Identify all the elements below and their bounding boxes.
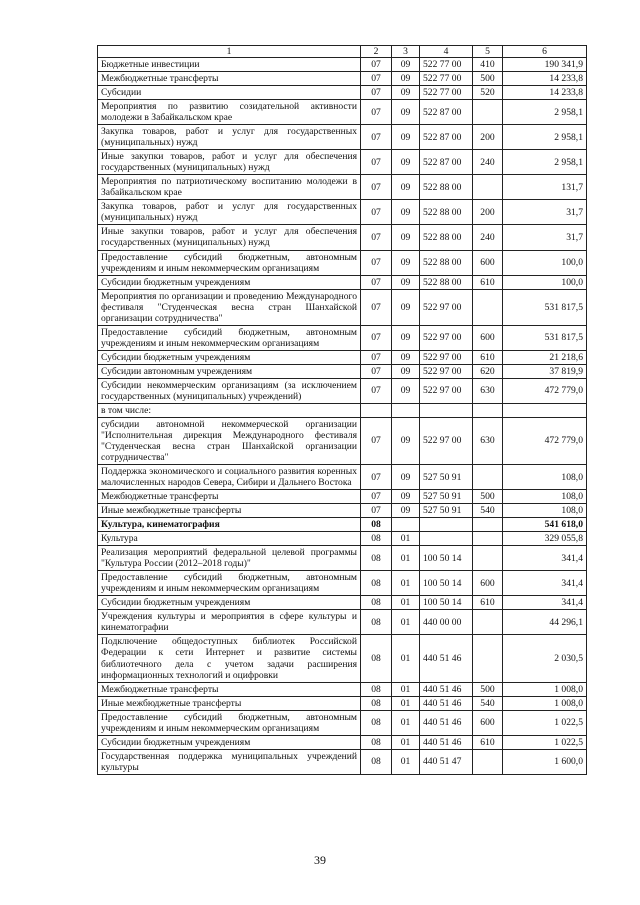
row-expense-type	[473, 289, 503, 325]
table-row	[98, 350, 587, 364]
row-target-code: 522 97 00	[420, 350, 473, 364]
row-subsection: 09	[392, 200, 420, 225]
row-amount: 14 233,8	[503, 72, 587, 86]
row-subsection: 09	[392, 417, 420, 464]
row-amount: 100,0	[503, 250, 587, 275]
table-row	[98, 289, 587, 325]
row-amount: 2 030,5	[503, 635, 587, 682]
row-expense-type	[473, 175, 503, 200]
row-subsection: 01	[392, 571, 420, 596]
row-subsection: 01	[392, 696, 420, 710]
row-name: Культура, кинематография	[98, 518, 361, 532]
table-row	[98, 532, 587, 546]
row-target-code: 522 88 00	[420, 225, 473, 250]
row-amount: 31,7	[503, 200, 587, 225]
header-cell: 3	[392, 46, 420, 58]
row-expense-type: 600	[473, 250, 503, 275]
row-subsection: 09	[392, 86, 420, 100]
row-target-code: 440 51 47	[420, 749, 473, 774]
table-row	[98, 125, 587, 150]
row-expense-type	[473, 532, 503, 546]
row-name: Предоставление субсидий бюджетным, автономным учреждениям и иным некоммерческим организациям	[98, 710, 361, 735]
row-amount: 44 296,1	[503, 610, 587, 635]
row-amount: 31,7	[503, 225, 587, 250]
row-amount: 190 341,9	[503, 58, 587, 72]
row-subsection: 09	[392, 100, 420, 125]
row-expense-type	[473, 749, 503, 774]
row-target-code: 522 87 00	[420, 150, 473, 175]
row-expense-type: 500	[473, 72, 503, 86]
table-row	[98, 504, 587, 518]
row-expense-type: 600	[473, 710, 503, 735]
row-section: 07	[361, 465, 392, 490]
row-expense-type	[473, 546, 503, 571]
row-target-code: 440 51 46	[420, 696, 473, 710]
row-section: 08	[361, 696, 392, 710]
table-row	[98, 571, 587, 596]
row-target-code: 522 88 00	[420, 250, 473, 275]
row-target-code: 100 50 14	[420, 596, 473, 610]
header-cell: 5	[473, 46, 503, 58]
row-amount: 531 817,5	[503, 289, 587, 325]
row-section: 07	[361, 86, 392, 100]
row-target-code	[420, 532, 473, 546]
row-section: 07	[361, 275, 392, 289]
row-amount: 531 817,5	[503, 325, 587, 350]
row-expense-type: 240	[473, 225, 503, 250]
row-amount: 329 055,8	[503, 532, 587, 546]
table-row	[98, 275, 587, 289]
table-row	[98, 364, 587, 378]
row-target-code: 440 51 46	[420, 735, 473, 749]
table-row	[98, 250, 587, 275]
table-row	[98, 682, 587, 696]
row-target-code: 522 77 00	[420, 58, 473, 72]
row-section: 08	[361, 518, 392, 532]
row-expense-type: 520	[473, 86, 503, 100]
header-cell: 2	[361, 46, 392, 58]
table-row	[98, 735, 587, 749]
table-row	[98, 518, 587, 532]
row-subsection: 09	[392, 289, 420, 325]
row-expense-type: 410	[473, 58, 503, 72]
table-row	[98, 225, 587, 250]
row-subsection: 09	[392, 125, 420, 150]
header-row	[98, 46, 587, 58]
row-target-code: 522 97 00	[420, 289, 473, 325]
row-target-code: 522 87 00	[420, 100, 473, 125]
row-name: Поддержка экономического и социального развития коренных малочисленных народов Севера, Сибири и Дальнего Востока	[98, 465, 361, 490]
row-amount: 341,4	[503, 546, 587, 571]
table-body	[98, 58, 587, 775]
row-name: Бюджетные инвестиции	[98, 58, 361, 72]
row-section: 07	[361, 250, 392, 275]
budget-table	[97, 45, 587, 775]
row-name: Государственная поддержка муниципальных учреждений культуры	[98, 749, 361, 774]
row-section: 07	[361, 504, 392, 518]
row-section: 08	[361, 635, 392, 682]
row-name: в том числе:	[98, 403, 361, 417]
row-name: Иные межбюджетные трансферты	[98, 696, 361, 710]
row-name: Субсидии бюджетным учреждениям	[98, 735, 361, 749]
row-amount: 1 022,5	[503, 710, 587, 735]
row-subsection	[392, 518, 420, 532]
row-section: 07	[361, 417, 392, 464]
row-amount: 14 233,8	[503, 86, 587, 100]
row-expense-type: 540	[473, 696, 503, 710]
row-expense-type	[473, 465, 503, 490]
row-target-code: 100 50 14	[420, 571, 473, 596]
row-name: Субсидии бюджетным учреждениям	[98, 596, 361, 610]
table-row	[98, 610, 587, 635]
row-section: 07	[361, 364, 392, 378]
row-section: 07	[361, 200, 392, 225]
row-name: Иные межбюджетные трансферты	[98, 504, 361, 518]
row-name: субсидии автономной некоммерческой организации "Исполнительная дирекция Международного фестиваля "Студенческая весна стран Шанхайской организации сотрудничества"	[98, 417, 361, 464]
table-row	[98, 150, 587, 175]
row-amount: 472 779,0	[503, 417, 587, 464]
table-row	[98, 72, 587, 86]
row-amount: 2 958,1	[503, 150, 587, 175]
row-section: 08	[361, 571, 392, 596]
row-subsection: 01	[392, 735, 420, 749]
row-amount: 1 022,5	[503, 735, 587, 749]
row-amount: 2 958,1	[503, 100, 587, 125]
row-subsection: 01	[392, 532, 420, 546]
row-subsection: 09	[392, 350, 420, 364]
row-subsection: 09	[392, 150, 420, 175]
row-section: 07	[361, 325, 392, 350]
row-target-code: 527 50 91	[420, 490, 473, 504]
header-cell: 6	[503, 46, 587, 58]
row-expense-type: 610	[473, 350, 503, 364]
row-expense-type: 200	[473, 200, 503, 225]
row-subsection: 09	[392, 72, 420, 86]
row-subsection: 09	[392, 364, 420, 378]
row-section: 08	[361, 710, 392, 735]
row-target-code: 440 51 46	[420, 710, 473, 735]
row-amount: 108,0	[503, 490, 587, 504]
row-amount: 341,4	[503, 571, 587, 596]
table-row	[98, 490, 587, 504]
row-expense-type: 600	[473, 325, 503, 350]
row-name: Мероприятия по организации и проведению Международного фестиваля "Студенческая весна стран Шанхайской организации сотрудничества"	[98, 289, 361, 325]
row-subsection: 01	[392, 546, 420, 571]
row-name: Закупка товаров, работ и услуг для государственных (муниципальных) нужд	[98, 125, 361, 150]
row-name: Предоставление субсидий бюджетным, автономным учреждениям и иным некоммерческим организациям	[98, 325, 361, 350]
row-name: Мероприятия по развитию созидательной активности молодежи в Забайкальском крае	[98, 100, 361, 125]
row-expense-type: 240	[473, 150, 503, 175]
table-row	[98, 417, 587, 464]
row-expense-type	[473, 635, 503, 682]
row-expense-type: 540	[473, 504, 503, 518]
row-expense-type	[473, 518, 503, 532]
row-amount: 21 218,6	[503, 350, 587, 364]
table-row	[98, 465, 587, 490]
row-section: 08	[361, 682, 392, 696]
row-expense-type: 600	[473, 571, 503, 596]
row-section: 07	[361, 175, 392, 200]
row-subsection: 09	[392, 465, 420, 490]
row-amount: 341,4	[503, 596, 587, 610]
row-section	[361, 403, 392, 417]
table-row	[98, 696, 587, 710]
row-name: Субсидии автономным учреждениям	[98, 364, 361, 378]
row-expense-type: 620	[473, 364, 503, 378]
row-target-code: 440 51 46	[420, 682, 473, 696]
row-section: 07	[361, 289, 392, 325]
row-target-code: 522 88 00	[420, 175, 473, 200]
row-target-code	[420, 403, 473, 417]
row-section: 08	[361, 610, 392, 635]
row-amount: 108,0	[503, 465, 587, 490]
row-target-code: 522 88 00	[420, 275, 473, 289]
row-name: Учреждения культуры и мероприятия в сфере культуры и кинематографии	[98, 610, 361, 635]
row-target-code: 522 77 00	[420, 72, 473, 86]
row-name: Закупка товаров, работ и услуг для государственных (муниципальных) нужд	[98, 200, 361, 225]
row-subsection: 09	[392, 225, 420, 250]
row-name: Иные закупки товаров, работ и услуг для обеспечения государственных (муниципальных) нужд	[98, 225, 361, 250]
row-name: Иные закупки товаров, работ и услуг для обеспечения государственных (муниципальных) нужд	[98, 150, 361, 175]
row-amount: 131,7	[503, 175, 587, 200]
row-section: 07	[361, 100, 392, 125]
row-name: Реализация мероприятий федеральной целевой программы "Культура России (2012–2018 годы)"	[98, 546, 361, 571]
row-amount: 472 779,0	[503, 378, 587, 403]
row-target-code: 522 77 00	[420, 86, 473, 100]
row-subsection: 01	[392, 610, 420, 635]
row-amount: 100,0	[503, 275, 587, 289]
row-subsection: 09	[392, 58, 420, 72]
row-expense-type: 500	[473, 682, 503, 696]
row-amount: 37 819,9	[503, 364, 587, 378]
row-target-code: 522 97 00	[420, 325, 473, 350]
row-section: 08	[361, 546, 392, 571]
row-amount	[503, 403, 587, 417]
table-row	[98, 100, 587, 125]
row-subsection: 01	[392, 710, 420, 735]
table-row	[98, 86, 587, 100]
row-subsection: 09	[392, 325, 420, 350]
table-row	[98, 403, 587, 417]
row-expense-type: 630	[473, 417, 503, 464]
row-amount: 1 600,0	[503, 749, 587, 774]
row-target-code	[420, 518, 473, 532]
row-section: 07	[361, 350, 392, 364]
row-name: Субсидии	[98, 86, 361, 100]
row-name: Межбюджетные трансферты	[98, 72, 361, 86]
row-name: Культура	[98, 532, 361, 546]
header-cell: 4	[420, 46, 473, 58]
table-row	[98, 175, 587, 200]
row-amount: 1 008,0	[503, 696, 587, 710]
row-subsection: 01	[392, 596, 420, 610]
row-expense-type: 500	[473, 490, 503, 504]
row-target-code: 527 50 91	[420, 504, 473, 518]
row-section: 07	[361, 58, 392, 72]
table-row	[98, 58, 587, 72]
row-name: Подключение общедоступных библиотек Российской Федерации к сети Интернет и развитие системы библиотечного дела с учетом задачи расширения информационных технологий и оцифровки	[98, 635, 361, 682]
row-name: Субсидии бюджетным учреждениям	[98, 275, 361, 289]
row-amount: 541 618,0	[503, 518, 587, 532]
row-expense-type: 610	[473, 275, 503, 289]
row-target-code: 440 51 46	[420, 635, 473, 682]
row-amount: 2 958,1	[503, 125, 587, 150]
row-subsection: 01	[392, 682, 420, 696]
table-row	[98, 635, 587, 682]
row-name: Межбюджетные трансферты	[98, 490, 361, 504]
row-target-code: 522 87 00	[420, 125, 473, 150]
page-number: 39	[314, 853, 326, 867]
row-section: 07	[361, 125, 392, 150]
table-row	[98, 378, 587, 403]
row-name: Межбюджетные трансферты	[98, 682, 361, 696]
row-target-code: 440 00 00	[420, 610, 473, 635]
table-row	[98, 710, 587, 735]
header-cell: 1	[98, 46, 361, 58]
row-target-code: 522 88 00	[420, 200, 473, 225]
row-section: 07	[361, 225, 392, 250]
row-section: 07	[361, 150, 392, 175]
row-name: Предоставление субсидий бюджетным, автономным учреждениям и иным некоммерческим организациям	[98, 250, 361, 275]
row-name: Субсидии некоммерческим организациям (за исключением государственных (муниципальных) учреждений)	[98, 378, 361, 403]
row-subsection: 09	[392, 504, 420, 518]
row-section: 08	[361, 532, 392, 546]
row-target-code: 522 97 00	[420, 417, 473, 464]
row-expense-type	[473, 403, 503, 417]
row-subsection: 09	[392, 378, 420, 403]
row-name: Предоставление субсидий бюджетным, автономным учреждениям и иным некоммерческим организациям	[98, 571, 361, 596]
row-target-code: 522 97 00	[420, 364, 473, 378]
row-section: 08	[361, 735, 392, 749]
row-subsection: 09	[392, 490, 420, 504]
row-subsection: 09	[392, 250, 420, 275]
table-row	[98, 325, 587, 350]
row-subsection: 01	[392, 635, 420, 682]
table-row	[98, 546, 587, 571]
row-subsection: 09	[392, 275, 420, 289]
row-expense-type: 630	[473, 378, 503, 403]
row-name: Субсидии бюджетным учреждениям	[98, 350, 361, 364]
row-section: 07	[361, 378, 392, 403]
table-row	[98, 749, 587, 774]
table-row	[98, 596, 587, 610]
row-section: 07	[361, 490, 392, 504]
row-amount: 108,0	[503, 504, 587, 518]
row-expense-type	[473, 100, 503, 125]
row-expense-type: 200	[473, 125, 503, 150]
table-row	[98, 200, 587, 225]
row-expense-type: 610	[473, 735, 503, 749]
row-target-code: 100 50 14	[420, 546, 473, 571]
row-name: Мероприятия по патриотическому воспитанию молодежи в Забайкальском крае	[98, 175, 361, 200]
row-subsection	[392, 403, 420, 417]
row-target-code: 527 50 91	[420, 465, 473, 490]
row-expense-type	[473, 610, 503, 635]
row-expense-type: 610	[473, 596, 503, 610]
row-target-code: 522 97 00	[420, 378, 473, 403]
row-section: 08	[361, 749, 392, 774]
row-section: 08	[361, 596, 392, 610]
row-subsection: 09	[392, 175, 420, 200]
row-amount: 1 008,0	[503, 682, 587, 696]
row-subsection: 01	[392, 749, 420, 774]
row-section: 07	[361, 72, 392, 86]
